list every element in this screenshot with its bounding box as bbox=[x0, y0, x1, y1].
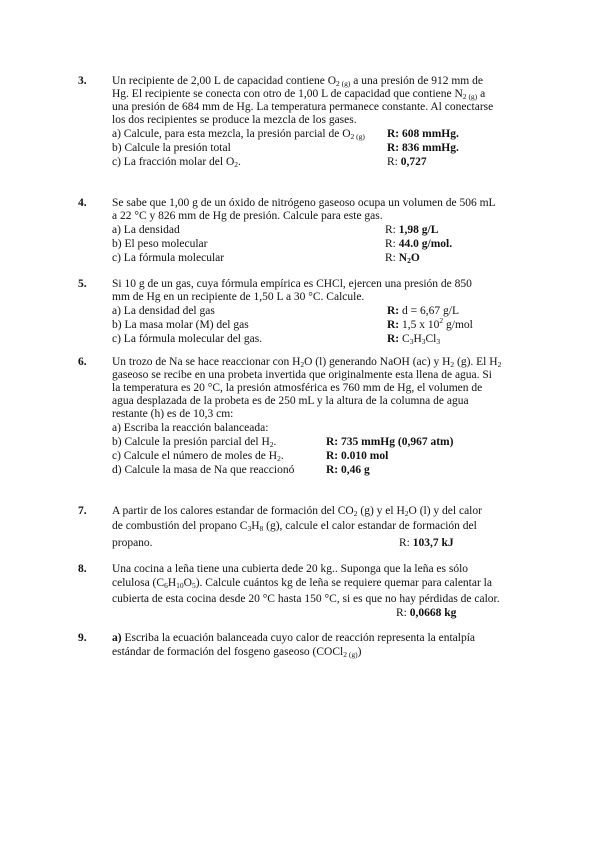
question-a: a) La densidad bbox=[112, 224, 180, 236]
answer-c: R: $N_2O$ bbox=[385, 252, 420, 265]
problem-text-line: una presión de 684 mm de Hg. La temperatura permanece constante. Al conectarse bbox=[112, 101, 494, 113]
problem-text-line: gaseoso se recibe en una probeta invertida que originalmente esta llena de agua. Si bbox=[112, 369, 492, 381]
problem-number: 3. bbox=[78, 75, 87, 87]
problem-number: 5. bbox=[78, 278, 87, 290]
problem-text-line: mm de Hg en un recipiente de 1,50 L a 30 °C. Calcule. bbox=[112, 291, 365, 303]
problem-text-line: la temperatura es 20 °C, la presión atmosférica es 760 mm de Hg, el volumen de bbox=[112, 382, 483, 394]
answer-c: R: 0.010 mol bbox=[326, 450, 389, 462]
problem-text-line: Se sabe que 1,00 g de un óxido de nitrógeno gaseoso ocupa un volumen de 506 mL bbox=[112, 197, 496, 209]
problem-text-line: Una cocina a leña tiene una cubierta dede 20 kg.. Suponga que la leña es sólo bbox=[112, 563, 469, 575]
problem-text-line: restante (h) es de 10,3 cm: bbox=[112, 408, 234, 420]
question-a: a) La densidad del gas bbox=[112, 305, 215, 317]
problem-text-line: cubierta de esta cocina desde 20 °C hasta 150 °C, si es que no hay pérdidas de calor. bbox=[112, 593, 500, 605]
problem-text-line: Hg. El recipiente se conecta con otro de 1,00 L de capacidad que contiene $N_{2 (g)}$ a bbox=[112, 88, 486, 101]
question-c: c) Calcule el número de moles de $H_2$. bbox=[112, 450, 284, 463]
answer-b: R: 735 mmHg (0,967 atm) bbox=[326, 436, 454, 448]
question-c: c) La fórmula molecular del gas. bbox=[112, 333, 263, 345]
problem-number: 7. bbox=[78, 505, 87, 517]
answer-c: R: $C_3H_3Cl_3$ bbox=[387, 333, 441, 346]
answer-a: R: 608 mmHg. bbox=[387, 128, 459, 140]
answer-b: R: 836 mmHg. bbox=[387, 142, 459, 154]
question-a: a) Calcule, para esta mezcla, la presión parcial de $O_{2 (g)}$ bbox=[112, 128, 365, 141]
answer-a: R: 1,98 g/L bbox=[385, 224, 439, 236]
problem-text-line: agua desplazada de la probeta es de 250 mL y la altura de la columna de agua bbox=[112, 395, 469, 407]
problem-text-line: de combustión del propano $C_3H_8$ (g), calcule el calor estandar de formación del bbox=[112, 520, 477, 533]
problem-text-line: a 22 °C y 826 mm de Hg de presión. Calcule para este gas. bbox=[112, 210, 383, 222]
problem-text-line: propano. bbox=[112, 537, 153, 549]
question-d: d) Calcule la masa de Na que reaccionó bbox=[112, 464, 295, 476]
problem-number: 8. bbox=[78, 563, 87, 575]
answer: R: 103,7 kJ bbox=[399, 537, 454, 549]
answer-d: R: 0,46 g bbox=[326, 464, 370, 476]
problem-number: 4. bbox=[78, 197, 87, 209]
problem-text-line: a) Escriba la ecuación balanceada cuyo calor de reacción representa la entalpía bbox=[112, 632, 476, 644]
problem-text-line: estándar de formación del fosgeno gaseoso (COCl$_{2 (g)}$) bbox=[112, 646, 362, 659]
problem-text-line: Un recipiente de 2,00 L de capacidad contiene $O_{2 (g)}$ a una presión de 912 mm de bbox=[112, 75, 483, 88]
problem-text-line: A partir de los calores estandar de formación del $CO_2$ (g) y el $H_2O$ (l) y del calor bbox=[112, 505, 482, 518]
question-c: c) La fórmula molecular bbox=[112, 252, 225, 264]
answer: R: 0,0668 kg bbox=[396, 607, 457, 619]
question-b: b) Calcule la presión total bbox=[112, 142, 231, 154]
question-b: b) La masa molar (M) del gas bbox=[112, 319, 249, 331]
answer-b: R: 44.0 g/mol. bbox=[385, 238, 453, 250]
problem-text-line: Si 10 g de un gas, cuya fórmula empírica es CHCl, ejercen una presión de 850 bbox=[112, 278, 472, 290]
problem-text-line: celulosa $(C_6H_{10}O_5)$. Calcule cuántos kg de leña se requiere quemar para calentar la bbox=[112, 577, 492, 590]
problem-text-line: Un trozo de Na se hace reaccionar con $H_2O$ (l) generando NaOH (ac) y $H_2$ (g). El $H_2$ bbox=[112, 356, 502, 369]
question-b: b) Calcule la presión parcial del $H_2$. bbox=[112, 436, 277, 449]
answer-b: R: 1,5 x $10^2$ g/mol bbox=[387, 316, 473, 331]
question-b: b) El peso molecular bbox=[112, 238, 208, 250]
answer-a: R: d = 6,67 g/L bbox=[387, 305, 459, 317]
question-c: c) La fracción molar del $O_2$. bbox=[112, 156, 241, 169]
problem-number: 9. bbox=[78, 632, 87, 644]
question-a: a) Escriba la reacción balanceada: bbox=[112, 422, 269, 434]
problem-text-line: los dos recipientes se produce la mezcla de los gases. bbox=[112, 114, 357, 126]
problem-number: 6. bbox=[78, 356, 87, 368]
answer-c: R: 0,727 bbox=[387, 156, 427, 168]
